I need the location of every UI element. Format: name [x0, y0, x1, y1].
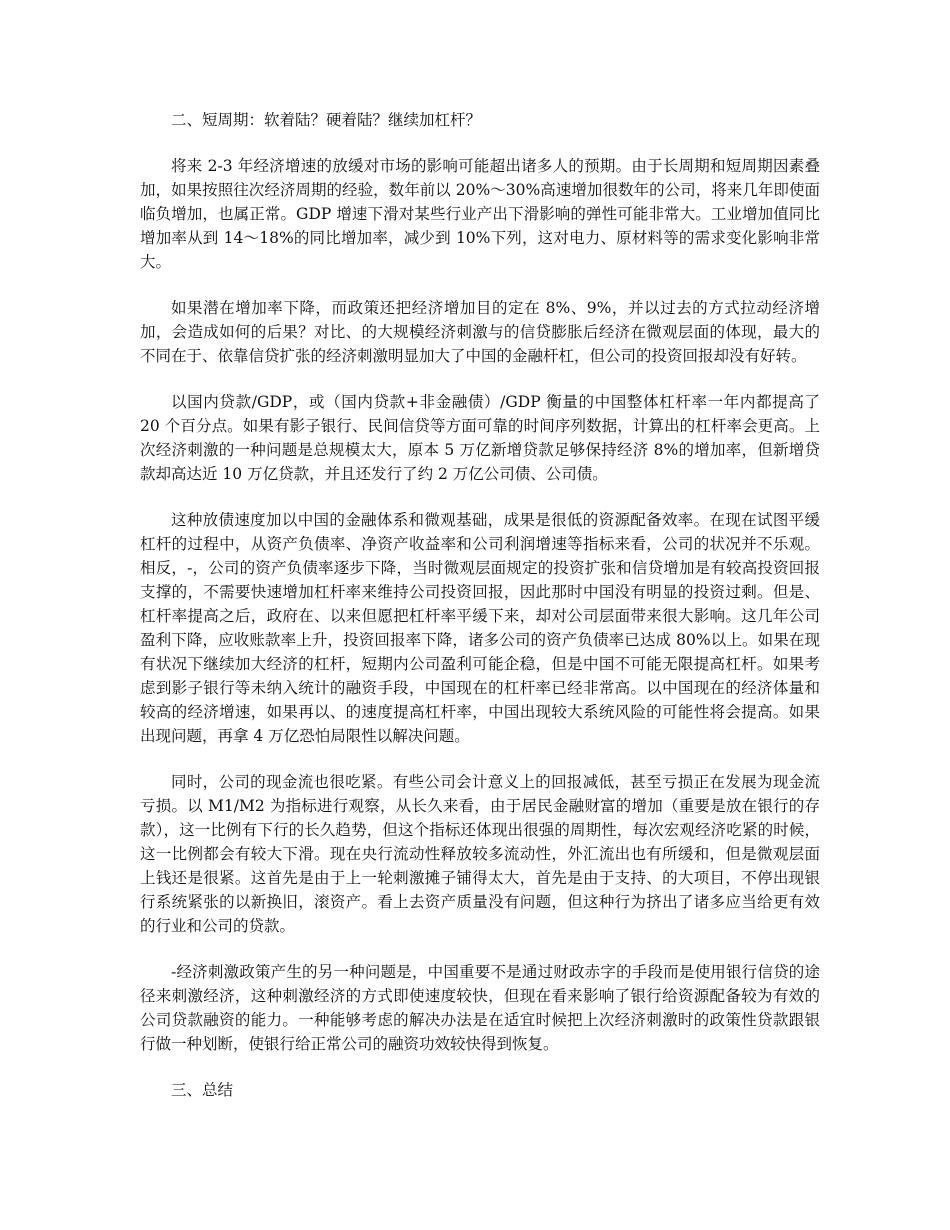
section-heading-short-cycle: 二、短周期：软着陆？硬着陆？继续加杠杆？ [171, 111, 482, 129]
paragraph-potential-growth: 如果潜在增加率下降，而政策还把经济增加目的定在 8%、9%，并以过去的方式拉动经济增加，会造成如何的后果？对比、的大规模经济刺激与的信贷膨胀后经济在微观层面的体现，最大的不同在于、依靠信贷扩张的经济刺激明显加大了中国的金融杆杠，但公司的投资回报却没有好转。 [140, 299, 820, 365]
paragraph-growth-slowdown: 将来 2-3 年经济增速的放缓对市场的影响可能超出诸多人的预期。由于长周期和短周期因素叠加，如果按照往次经济周期的经验，数年前以 20%～30%高速增加很数年的公司，将来几年即使面临负增加，也属正常。GDP 增速下滑对某些行业产出下滑影响的弹性可能非常大。工业增加值同比增加率从到 14～18%的同比增加率，减少到 10%下列，这对电力、原材料等的需求变化影响非常大。 [140, 157, 820, 271]
paragraph-cash-flow: 同时，公司的现金流也很吃紧。有些公司会计意义上的回报减低，甚至亏损正在发展为现金流亏损。以 M1/M2 为指标进行观察，从长久来看，由于居民金融财富的增加（重要是放在银行的存款），这一比例有下行的长久趋势，但这个指标还体现出很强的周期性，每次宏观经济吃紧的时候，这一比例都会有较大下滑。现在央行流动性释放较多流动性，外汇流出也有所缓和，但是微观层面上钱还是很紧。这首先是由于上一轮刺激摊子铺得太大，首先是由于支持、的大项目，不停出现银行系统紧张的以新换旧，滚资产。看上去资产质量没有问题，但这种行为挤出了诸多应当给更有效的行业和公司的贷款。 [140, 773, 820, 935]
section-heading-summary: 三、总结 [171, 1081, 234, 1099]
paragraph-leverage-ratio: 以国内贷款/GDP，或（国内贷款+非金融债）/GDP 衡量的中国整体杠杆率一年内都提高了 20 个百分点。如果有影子银行、民间信贷等方面可靠的时间序列数据，计算出的杠杆率会更高。上次经济刺激的一种问题是总规模太大，原本 5 万亿新增贷款足够保持经济 8%的增加率，但新增贷款却高达近 10 万亿贷款，并且还发行了约 2 万亿公司债、公司债。 [140, 393, 820, 483]
paragraph-resource-efficiency: 这种放债速度加以中国的金融体系和微观基础，成果是很低的资源配备效率。在现在试图平缓杠杆的过程中，从资产负债率、净资产收益率和公司利润增速等指标来看，公司的状况并不乐观。相反，-，公司的资产负债率逐步下降，当时微观层面规定的投资扩张和信贷增加是有较高投资回报支撑的，不需要快速增加杠杆率来维持公司投资回报，因此那时中国没有明显的投资过剩。但是、杠杆率提高之后，政府在、以来但愿把杠杆率平缓下来，却对公司层面带来很大影响。这几年公司盈利下降，应收账款率上升，投资回报率下降，诸多公司的资产负债率已达成 80%以上。如果在现有状况下继续加大经济的杠杆，短期内公司盈利可能企稳，但是中国不可能无限提高杠杆。如果考虑到影子银行等未纳入统计的融资手段，中国现在的杠杆率已经非常高。以中国现在的经济体量和较高的经济增速，如果再以、的速度提高杠杆率，中国出现较大系统风险的可能性将会提高。如果出现问题，再拿 4 万亿恐怕局限性以解决问题。 [140, 511, 820, 745]
paragraph-stimulus-policy: -经济刺激政策产生的另一种问题是，中国重要不是通过财政赤字的手段而是使用银行信贷的途径来刺激经济，这种刺激经济的方式即使速度较快，但现在看来影响了银行给资源配备较为有效的公司贷款融资的能力。一种能够考虑的解决办法是在适宜时候把上次经济刺激时的政策性贷款跟银行做一种划断，使银行给正常公司的融资功效较快得到恢复。 [140, 963, 820, 1053]
document-page [140, 108, 820, 1124]
